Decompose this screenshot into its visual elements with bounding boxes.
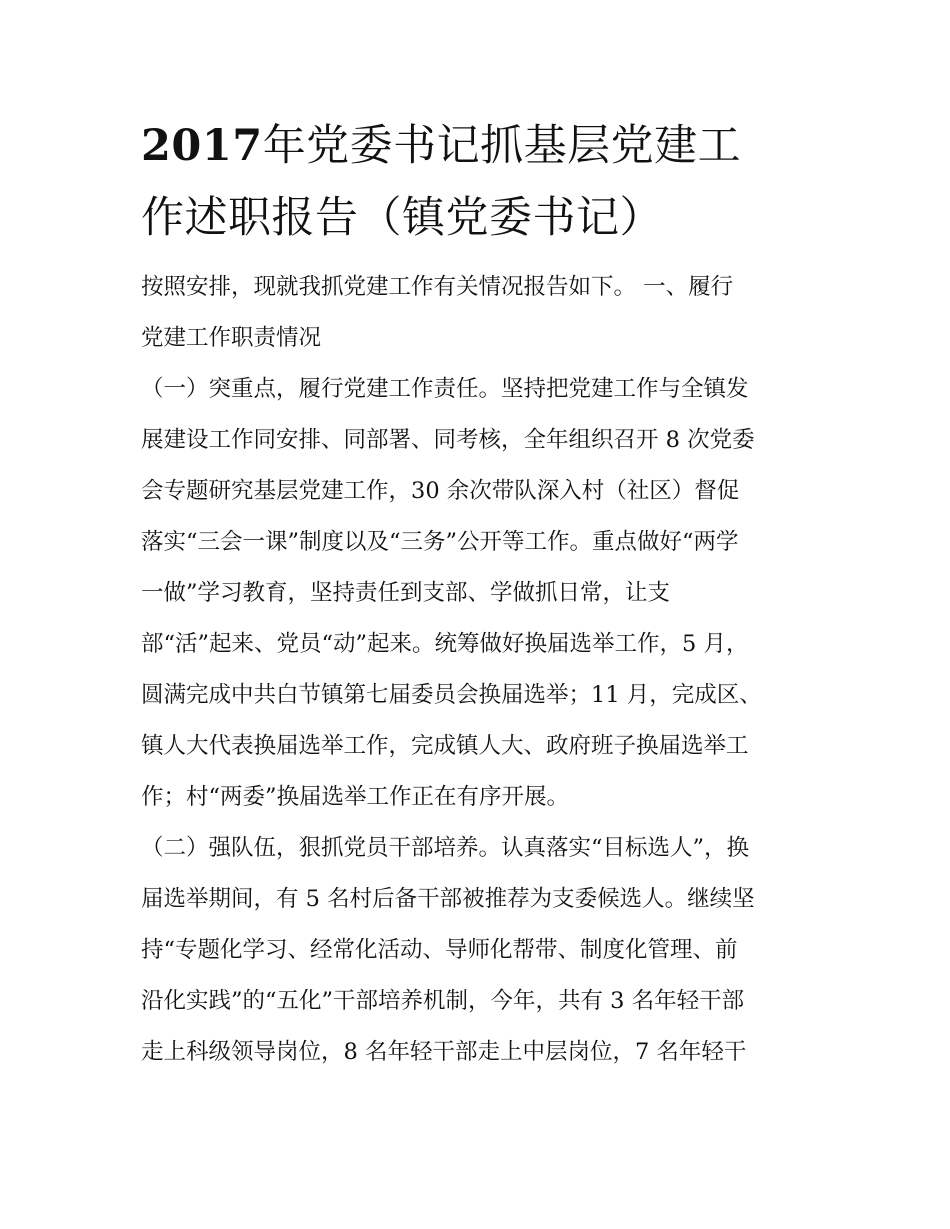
text-line: 持“专题化学习、经常化活动、导师化帮带、制度化管理、前 bbox=[141, 937, 738, 963]
text-line: 按照安排，现就我抓党建工作有关情况报告如下。 一、履行 bbox=[141, 274, 734, 300]
title-year: 2017 bbox=[141, 121, 263, 171]
paragraph-intro bbox=[141, 262, 816, 364]
document-title bbox=[141, 110, 816, 254]
title-line-1-text: 年党委书记抓基层党建工 bbox=[262, 121, 742, 171]
text-line: 走上科级领导岗位，8 名年轻干部走上中层岗位，7 名年轻干 bbox=[141, 1039, 747, 1065]
text-line: 会专题研究基层党建工作，30 余次带队深入村（社区）督促 bbox=[141, 478, 740, 504]
document-body bbox=[141, 110, 816, 1078]
text-line: 一做”学习教育，坚持责任到支部、学做抓日常，让支 bbox=[141, 580, 671, 606]
text-line: 党建工作职责情况 bbox=[141, 325, 322, 351]
text-line: 沿化实践”的“五化”干部培养机制，今年，共有 3 名年轻干部 bbox=[141, 988, 745, 1014]
text-line: 部“活”起来、党员“动”起来。统筹做好换届选举工作，5 月， bbox=[141, 631, 749, 657]
text-line: 届选举期间，有 5 名村后备干部被推荐为支委候选人。继续坚 bbox=[141, 886, 755, 912]
title-line-1 bbox=[141, 110, 816, 182]
text-line: （一）突重点，履行党建工作责任。坚持把党建工作与全镇发 bbox=[141, 376, 749, 402]
paragraph-section-2 bbox=[141, 823, 816, 1078]
paragraph-section-1 bbox=[141, 364, 816, 823]
text-line: 镇人大代表换届选举工作，完成镇人大、政府班子换届选举工 bbox=[141, 733, 749, 759]
text-line: 圆满完成中共白节镇第七届委员会换届选举；11 月，完成区、 bbox=[141, 682, 762, 708]
text-line: 展建设工作同安排、同部署、同考核，全年组织召开 8 次党委 bbox=[141, 427, 755, 453]
text-line: 落实“三会一课”制度以及“三务”公开等工作。重点做好“两学 bbox=[141, 529, 739, 555]
title-line-2: 作述职报告（镇党委书记） bbox=[141, 193, 663, 243]
text-line: 作；村“两委”换届选举工作正在有序开展。 bbox=[141, 784, 570, 810]
text-line: （二）强队伍，狠抓党员干部培养。认真落实“目标选人”，换 bbox=[141, 835, 750, 861]
